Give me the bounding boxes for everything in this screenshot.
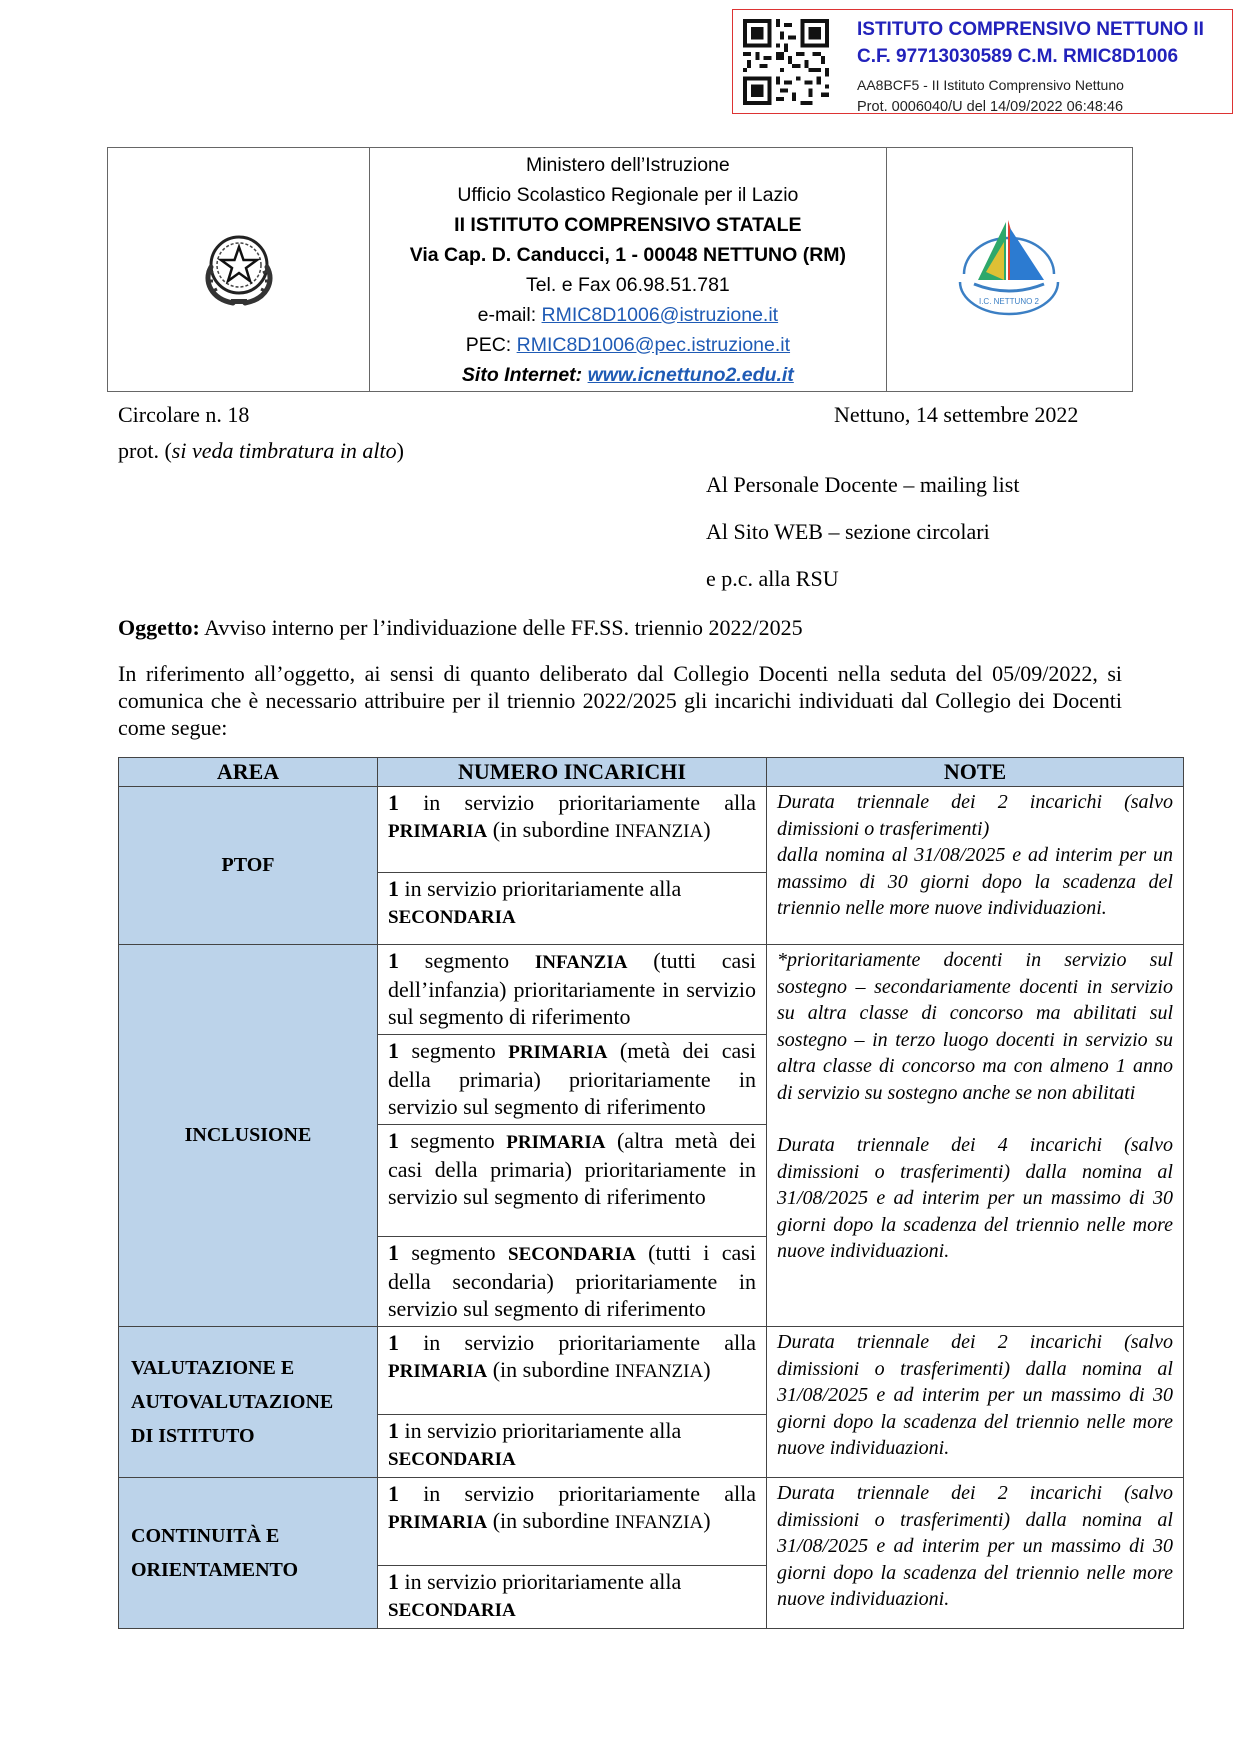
ministry-name: Ministero dell’Istruzione (525, 153, 730, 176)
protocol-stamp (732, 9, 1233, 114)
area-ptof: PTOF (119, 787, 378, 945)
note-inclusione: *prioritariamente docenti in servizio sul sostegno – secondariamente docenti in servizio su altra classe di concorso ma abilitati sul sostegno – in terzo luogo docenti in servizio su altra classe di concorso ma con almeno 1 anno di servizio su sostegno anche se non abilitati Durata triennale dei 4 incarichi (salvo dimissioni o trasferimenti) dalla nomina al 31/08/2025 e ad interim per un massimo di 30 giorni dopo la scadenza del triennio nelle more nuove individuazioni. (767, 945, 1184, 1327)
area-continuita: CONTINUITÀ E ORIENTAMENTO (119, 1478, 378, 1629)
intro-paragraph: In riferimento all’oggetto, ai sensi di quanto deliberato dal Collegio Docenti nella seduta del 05/09/2022, si comunica che è necessario attribuire per il triennio 2022/2025 gli incarichi individuati dal Collegio dei Docenti come segue: (118, 661, 1122, 740)
table-header-row (119, 758, 1184, 787)
email-label: e-mail: (477, 303, 542, 326)
assignments-table (118, 757, 1184, 1629)
stamp-aoo: AA8BCF5 - II Istituto Comprensivo Nettuno (857, 77, 1124, 93)
assignment-cell: 1 in servizio prioritariamente alla SECONDARIA (378, 1566, 767, 1629)
assignment-cell: 1 segmento INFANZIA (tutti casi dell’infanzia) prioritariamente in servizio sul segmento di riferimento (378, 945, 767, 1035)
assignment-cell: 1 segmento PRIMARIA (altra metà dei casi della primaria) prioritariamente in servizio sul segmento di riferimento (378, 1125, 767, 1237)
pec-link[interactable]: RMIC8D1006@pec.istruzione.it (516, 333, 791, 356)
protocol-note-italic: si veda timbratura in alto (171, 438, 397, 463)
assignment-cell: 1 in servizio prioritariamente alla SECONDARIA (378, 1415, 767, 1478)
table-row (119, 787, 1184, 873)
school-logo-text: I.C. NETTUNO 2 (979, 297, 1040, 306)
stamp-fiscal-code: C.F. 97713030589 C.M. RMIC8D1006 (857, 46, 1179, 67)
table-row (119, 1327, 1184, 1415)
school-logo-icon (944, 212, 1074, 322)
area-inclusione: INCLUSIONE (119, 945, 378, 1327)
assignment-cell: 1 segmento SECONDARIA (tutti i casi della secondaria) prioritariamente in servizio sul segmento di riferimento (378, 1237, 767, 1327)
email-link[interactable]: RMIC8D1006@istruzione.it (541, 303, 779, 326)
protocol-note: prot. (si veda timbratura in alto) (118, 438, 404, 463)
column-header-notes: NOTE (767, 758, 1184, 787)
assignment-cell: 1 in servizio prioritariamente alla PRIMARIA (in subordine INFANZIA) (378, 787, 767, 873)
assignment-cell: 1 in servizio prioritariamente alla PRIMARIA (in subordine INFANZIA) (378, 1478, 767, 1566)
website-label: Sito Internet: (461, 363, 588, 386)
table-row (119, 1478, 1184, 1566)
note-ptof: Durata triennale dei 2 incarichi (salvo dimissioni o trasferimenti) dalla nomina al 31/08/2025 e ad interim per un massimo di 30 giorni dopo la scadenza del triennio nelle more nuove individuazioni. (767, 787, 1184, 945)
qr-code-icon (743, 19, 829, 105)
republic-emblem-icon (189, 217, 289, 317)
emblem-cell (108, 148, 370, 392)
assignment-cell: 1 in servizio prioritariamente alla SECONDARIA (378, 873, 767, 945)
recipient-rsu: e p.c. alla RSU (706, 566, 839, 591)
stamp-school-name: ISTITUTO COMPRENSIVO NETTUNO II (857, 19, 1204, 40)
school-name: II ISTITUTO COMPRENSIVO STATALE (454, 213, 802, 236)
column-header-number: NUMERO INCARICHI (378, 758, 767, 787)
assignment-cell: 1 in servizio prioritariamente alla PRIMARIA (in subordine INFANZIA) (378, 1327, 767, 1415)
website-line (370, 360, 886, 390)
circular-number: Circolare n. 18 (118, 402, 250, 427)
area-valutazione: VALUTAZIONE E AUTOVALUTAZIONE DI ISTITUTO (119, 1327, 378, 1478)
stamp-protocol-number: Prot. 0006040/U del 14/09/2022 06:48:46 (857, 99, 1124, 114)
pec-line (370, 330, 886, 360)
email-line (370, 300, 886, 330)
note-continuita: Durata triennale dei 2 incarichi (salvo dimissioni o trasferimenti) dalla nomina al 31/08/2025 e ad interim per un massimo di 30 giorni dopo la scadenza del triennio nelle more nuove individuazioni. (767, 1478, 1184, 1629)
subject-text: Avviso interno per l’individuazione delle FF.SS. triennio 2022/2025 (199, 615, 803, 640)
institution-info (370, 148, 887, 392)
website-link[interactable]: www.icnettuno2.edu.it (587, 363, 794, 386)
letterhead (107, 147, 1133, 392)
recipient-teachers: Al Personale Docente – mailing list (706, 472, 1020, 497)
subject-label: Oggetto: (118, 615, 200, 640)
place-date: Nettuno, 14 settembre 2022 (834, 402, 1079, 427)
school-phone: Tel. e Fax 06.98.51.781 (525, 273, 730, 296)
school-address: Via Cap. D. Canducci, 1 - 00048 NETTUNO (RM) (409, 243, 847, 266)
regional-office: Ufficio Scolastico Regionale per il Lazio (457, 183, 799, 206)
assignment-cell: 1 segmento PRIMARIA (metà dei casi della primaria) prioritariamente in servizio sul segmento di riferimento (378, 1035, 767, 1125)
recipient-website: Al Sito WEB – sezione circolari (706, 519, 990, 544)
column-header-area: AREA (119, 758, 378, 787)
note-valutazione: Durata triennale dei 2 incarichi (salvo dimissioni o trasferimenti) dalla nomina al 31/08/2025 e ad interim per un massimo di 30 giorni dopo la scadenza del triennio nelle more nuove individuazioni. (767, 1327, 1184, 1478)
school-logo-cell (886, 148, 1132, 392)
subject-line (118, 615, 803, 641)
pec-label: PEC: (465, 333, 517, 356)
table-row (119, 945, 1184, 1035)
